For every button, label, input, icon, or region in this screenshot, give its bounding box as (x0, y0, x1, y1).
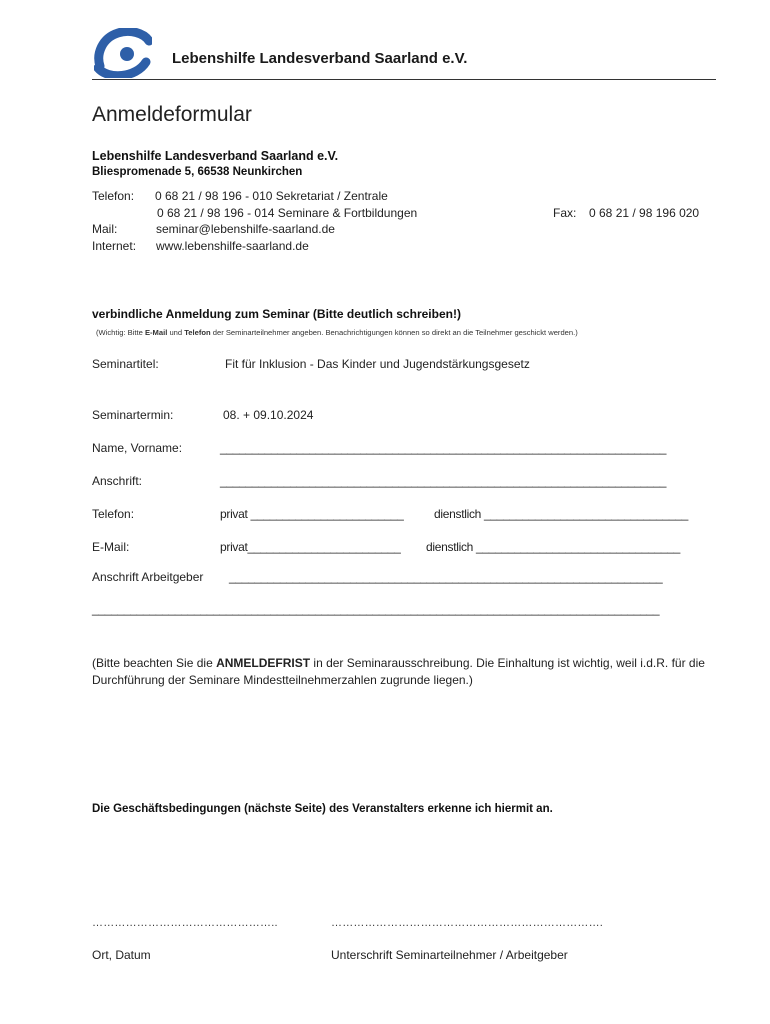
place-date-label: Ort, Datum (92, 948, 151, 962)
seminar-title-value: Fit für Inklusion - Das Kinder und Jugendstärkungsgesetz (225, 357, 530, 371)
fax-number: 0 68 21 / 98 196 020 (589, 206, 700, 220)
employer-address-field-2[interactable]: _________________________________________________________________________________________ (92, 602, 660, 616)
name-label: Name, Vorname: (92, 441, 183, 455)
phone-label: Telefon: (92, 189, 135, 203)
header-divider (92, 79, 716, 80)
employer-address-label: Anschrift Arbeitgeber (92, 570, 204, 584)
name-field[interactable]: ______________________________________________________________________ (220, 441, 667, 455)
phone-number-2: 0 68 21 / 98 196 - 014 Seminare & Fortbildungen (157, 206, 418, 220)
terms-acceptance: Die Geschäftsbedingungen (nächste Seite) des Veranstalters erkenne ich hiermit an. (92, 803, 553, 815)
contact-org-name: Lebenshilfe Landesverband Saarland e.V. (92, 149, 339, 163)
seminar-date-label: Seminartermin: (92, 408, 174, 422)
mail-address: seminar@lebenshilfe-saarland.de (156, 222, 335, 236)
address-label: Anschrift: (92, 474, 143, 488)
employer-address-field[interactable]: ____________________________________________________________________ (229, 570, 663, 584)
seminar-date-value: 08. + 09.10.2024 (223, 408, 314, 422)
signature-field[interactable]: ………………………………………………………………. (331, 917, 604, 929)
phone-field-label: Telefon: (92, 507, 135, 521)
header-org-title: Lebenshilfe Landesverband Saarland e.V. (172, 50, 468, 67)
phone-private-field[interactable]: privat ________________________ (220, 507, 404, 521)
mail-label: Mail: (92, 222, 118, 236)
document-title: Anmeldeformular (92, 103, 252, 126)
place-date-field[interactable]: ………………………………………….. (92, 917, 278, 929)
lebenshilfe-logo (94, 28, 152, 78)
phone-work-field[interactable]: dienstlich ________________________________ (434, 507, 689, 521)
email-private-field[interactable]: privat________________________ (220, 540, 401, 554)
signature-label: Unterschrift Seminarteilnehmer / Arbeitgeber (331, 948, 568, 962)
registration-heading: verbindliche Anmeldung zum Seminar (Bitte deutlich schreiben!) (92, 307, 461, 321)
phone-number-1: 0 68 21 / 98 196 - 010 Sekretariat / Zentrale (155, 189, 388, 203)
address-field[interactable]: ______________________________________________________________________ (220, 474, 667, 488)
internet-address: www.lebenshilfe-saarland.de (156, 239, 309, 253)
contact-address: Bliespromenade 5, 66538 Neunkirchen (92, 166, 303, 178)
deadline-notice: (Bitte beachten Sie die ANMELDEFRIST in der Seminarausschreibung. Die Einhaltung ist wichtig, weil i.d.R. für die Durchführung der Seminare Mindestteilnehmerzahlen zugrunde liegen.) (92, 656, 705, 687)
fax-label: Fax: (553, 206, 577, 220)
email-field-label: E-Mail: (92, 540, 130, 554)
email-work-field[interactable]: dienstlich ________________________________ (426, 540, 681, 554)
seminar-title-label: Seminartitel: (92, 357, 159, 371)
registration-note: (Wichtig: Bitte E-Mail und Telefon der Seminarteilnehmer angeben. Benachrichtigungen können so direkt an die Teilnehmer geschickt werden.) (96, 328, 578, 337)
internet-label: Internet: (92, 239, 137, 253)
